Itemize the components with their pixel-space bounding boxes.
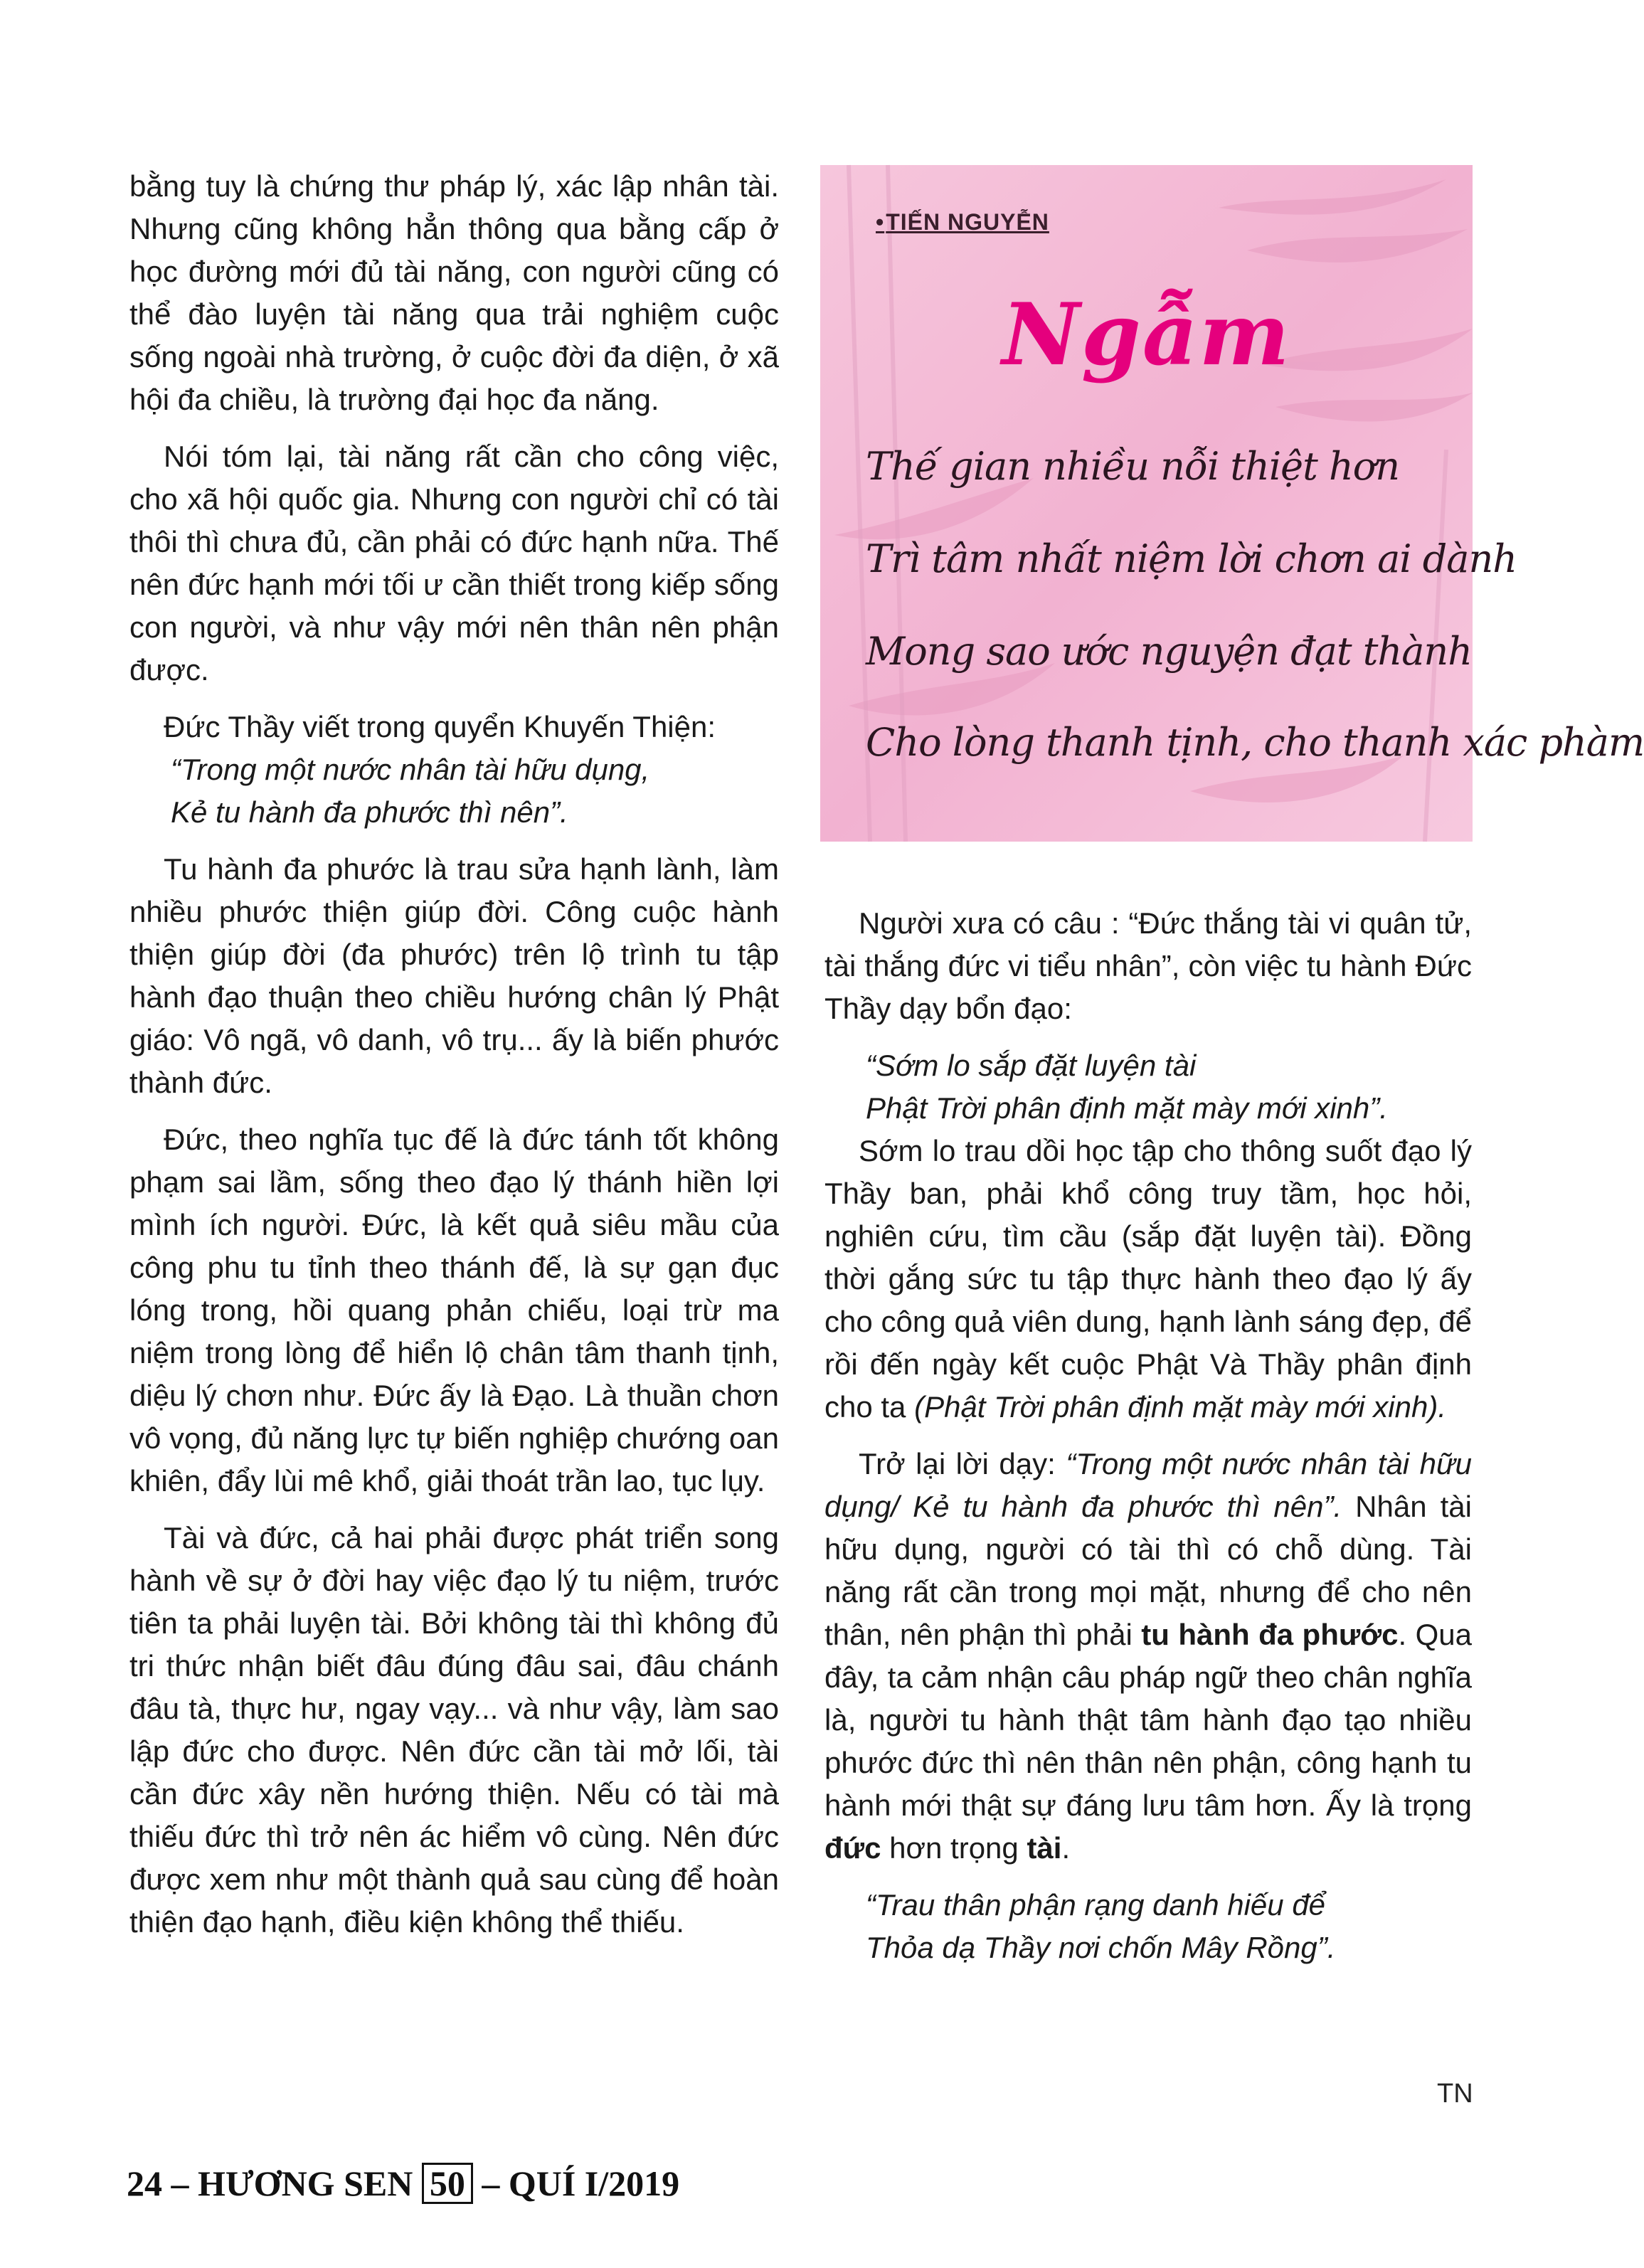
poem-line: Trì tâm nhất niệm lời chơn ai dành bbox=[866, 536, 1517, 581]
paragraph bbox=[824, 1130, 1472, 1429]
issue-period: QUÍ I/2019 bbox=[508, 2163, 680, 2203]
paragraph: Đức Thầy viết trong quyển Khuyến Thiện: bbox=[164, 710, 716, 743]
paragraph-text: Nhân tài hữu dụng, người có tài thì có chỗ dùng. Tài năng rất cần trong mọi mặt, nhưng để cho nên thân, nên phận thì phải bbox=[824, 1490, 1472, 1651]
right-column bbox=[824, 902, 1472, 1969]
author-signature: TN bbox=[1437, 2079, 1473, 2109]
poem-line: Thế gian nhiều nỗi thiệt hơn bbox=[866, 444, 1400, 489]
paragraph: Đức, theo nghĩa tục đế là đức tánh tốt không phạm sai lầm, sống theo đạo lý thánh hiền lợi mình ích người. Đức, là kết quả siêu mầu của công phu tu tỉnh theo thánh đế, là sự gạn đục lóng trong, hồi quang phản chiếu, loại trừ ma niệm trong lòng để hiển lộ chân tâm thanh tịnh, diệu lý chơn như. Đức ấy là Đạo. Là thuần chơn vô vọng, đủ năng lực tự biến nghiệp chướng oan khiên, đẩy lùi mê khổ, giải thoát trần lao, tục lụy. bbox=[129, 1123, 779, 1498]
footer-dash: – bbox=[482, 2163, 509, 2203]
page-number: 24 bbox=[127, 2163, 162, 2203]
poem-line: Cho lòng thanh tịnh, cho thanh xác phàm bbox=[866, 720, 1644, 765]
poem-box bbox=[820, 165, 1644, 842]
footer-dash: – bbox=[171, 2163, 198, 2203]
verse-line: Phật Trời phân định mặt mày mới xinh”. bbox=[866, 1091, 1388, 1125]
verse-line: Kẻ tu hành đa phước thì nên”. bbox=[171, 795, 568, 829]
inline-quote: “Trong một nước nhân tài hữu dụng/ Kẻ tu hành đa phước thì nên”. bbox=[824, 1447, 1472, 1523]
emphasis: tài bbox=[1027, 1831, 1062, 1865]
poem-title: Ngẫm bbox=[1002, 285, 1291, 385]
italic-reference: (Phật Trời phân định mặt mày mới xinh). bbox=[914, 1390, 1447, 1424]
issue-number: 50 bbox=[422, 2163, 473, 2204]
paragraph-text: . bbox=[1061, 1831, 1071, 1865]
poem-line: Mong sao ước nguyện đạt thành bbox=[866, 629, 1472, 674]
publication-name: HƯƠNG SEN bbox=[198, 2163, 413, 2203]
paragraph-text: hơn trọng bbox=[881, 1831, 1027, 1865]
verse-line: “Sớm lo sắp đặt luyện tài bbox=[866, 1049, 1197, 1082]
verse-line: “Trong một nước nhân tài hữu dụng, bbox=[171, 753, 650, 786]
verse-line: Thỏa dạ Thầy nơi chốn Mây Rồng”. bbox=[866, 1931, 1336, 1964]
verse-line: “Trau thân phận rạng danh hiếu để bbox=[866, 1888, 1326, 1922]
paragraph-text: . Qua đây, ta cảm nhận câu pháp ngữ theo chân nghĩa là, người tu hành thật tâm hành đạo tạo nhiều phước đức thì nên thân nên phận, công hạnh tu hành mới thật sự đáng lưu tâm hơn. Ấy là trọng bbox=[824, 1618, 1472, 1822]
emphasis: tu hành đa phước bbox=[1141, 1618, 1399, 1651]
paragraph: Tu hành đa phước là trau sửa hạnh lành, làm nhiều phước thiện giúp đời. Công cuộc hành thiện giúp đời (đa phước) trên lộ trình tu tập hành đạo thuận theo chiều hướng chân lý Phật giáo: Vô ngã, vô danh, vô trụ... ấy là biến phước thành đức. bbox=[129, 852, 779, 1099]
paragraph: Tài và đức, cả hai phải được phát triển song hành về sự ở đời hay việc đạo lý tu niệm, trước tiên ta phải luyện tài. Bởi không tài thì không đủ tri thức nhận biết đâu đúng đâu sai, đâu chánh đâu tà, thực hư, ngay vạy... và như vậy, làm sao lập đức cho được. Nên đức cần tài mở lối, tài cần đức xây nền hướng thiện. Nếu có tài mà thiếu đức thì trở nên ác hiểm vô cùng. Nên đức được xem như một thành quả sau cùng để hoàn thiện đạo hạnh, điều kiện không thể thiếu. bbox=[129, 1521, 779, 1939]
paragraph: Nói tóm lại, tài năng rất cần cho công việc, cho xã hội quốc gia. Nhưng con người chỉ có tài thôi thì chưa đủ, cần phải có đức hạnh nữa. Thế nên đức hạnh mới tối ư cần thiết trong kiếp sống con người, và như vậy mới nên thân nên phận được. bbox=[129, 440, 779, 687]
paragraph: bằng tuy là chứng thư pháp lý, xác lập nhân tài. Nhưng cũng không hẳn thông qua bằng cấp ở học đường mới đủ tài năng, con người cũng có thể đào luyện tài năng qua trải nghiệm cuộc sống ngoài nhà trường, ở cuộc đời đa diện, ở xã hội đa chiều, là trường đại học đa năng. bbox=[129, 169, 779, 416]
paragraph-text: Sớm lo trau dồi học tập cho thông suốt đạo lý Thầy ban, phải khổ công truy tầm, học hỏi, nghiên cứu, tìm cầu (sắp đặt luyện tài). Đồng thời gắng sức tu tập thực hành theo đạo lý ấy cho công quả viên dung, hạnh lành sáng đẹp, để rồi đến ngày kết cuộc Phật Và Thầy phân định cho ta bbox=[824, 1134, 1472, 1424]
page-footer bbox=[127, 2163, 679, 2204]
left-column bbox=[129, 165, 779, 1944]
paragraph-lead: Trở lại lời dạy: bbox=[859, 1447, 1066, 1480]
paragraph bbox=[824, 1443, 1472, 1870]
paragraph: Người xưa có câu : “Đức thắng tài vi quân tử, tài thắng đức vi tiểu nhân”, còn việc tu hành Đức Thầy dạy bổn đạo: bbox=[824, 906, 1472, 1025]
poem-author: • TIẾN NGUYỄN bbox=[876, 209, 1049, 235]
emphasis: đức bbox=[824, 1831, 881, 1865]
